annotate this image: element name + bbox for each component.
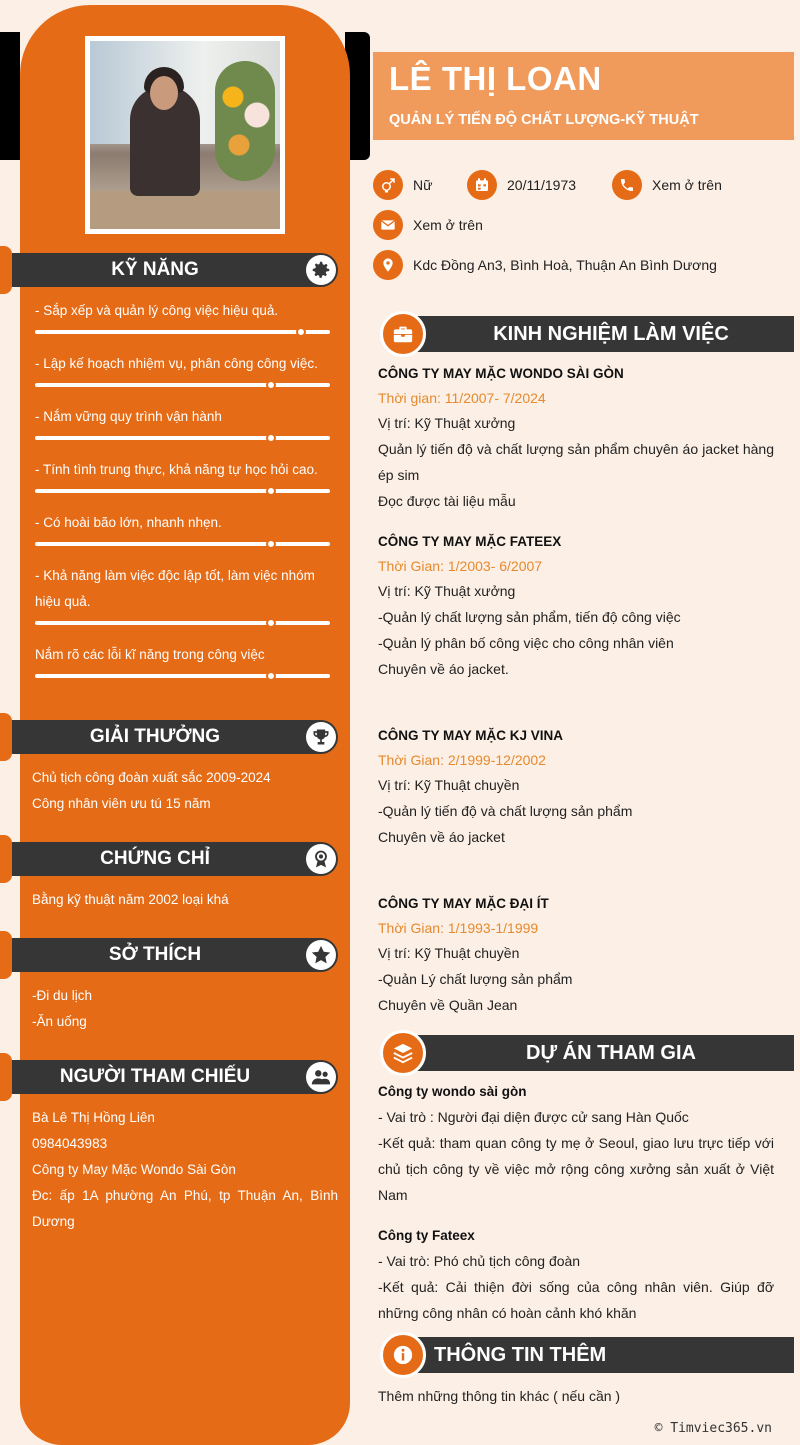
job-company: CÔNG TY MAY MẶC ĐẠI ÍT — [378, 896, 549, 911]
certificate-item: Bằng kỹ thuật năm 2002 loại khá — [32, 892, 229, 907]
gear-icon — [306, 255, 336, 285]
skills-header — [12, 253, 338, 287]
skill-level — [266, 618, 276, 628]
job-detail: Vị trí: Kỹ Thuật xưởng — [378, 415, 516, 431]
hobby-item: -Ăn uống — [32, 1014, 87, 1029]
job-title: QUẢN LÝ TIẾN ĐỘ CHẤT LƯỢNG-KỸ THUẬT — [389, 112, 699, 128]
experience-title: KINH NGHIỆM LÀM VIỆC — [493, 323, 729, 345]
hobby-item: -Đi du lịch — [32, 988, 93, 1003]
phone-value: Xem ở trên — [652, 177, 722, 193]
skill-level — [296, 327, 306, 337]
avatar-photo — [90, 41, 280, 229]
job-time: Thời Gian: 2/1999-12/2002 — [378, 752, 546, 768]
job-detail: -Quản lý phân bố công việc cho công nhân viên — [378, 635, 674, 651]
skill-bar — [35, 542, 330, 546]
address-value: Kdc Đồng An3, Bình Hoà, Thuận An Bình Dương — [413, 257, 717, 273]
briefcase-icon — [380, 311, 426, 357]
certificates-header — [12, 842, 338, 876]
skill-label: - Lập kế hoạch nhiệm vụ, phân công công việc. — [35, 356, 318, 371]
job-detail: Vị trí: Kỹ Thuật chuyền — [378, 945, 520, 961]
job-detail: -Quản lý chất lượng sản phẩm, tiến độ công việc — [378, 609, 681, 625]
skills-title: KỸ NĂNG — [111, 259, 199, 280]
reference-item: Đc: ấp 1A phường An Phú, tp Thuận An, Bình Dương — [32, 1188, 338, 1229]
job-company: CÔNG TY MAY MẶC WONDO SÀI GÒN — [378, 366, 624, 381]
project-name: Công ty wondo sài gòn — [378, 1084, 527, 1099]
phone-icon — [612, 170, 642, 200]
extra-title: THÔNG TIN THÊM — [434, 1344, 607, 1366]
projects-title: DỰ ÁN THAM GIA — [526, 1042, 696, 1064]
hobbies-title: SỞ THÍCH — [108, 944, 202, 965]
gender-icon — [373, 170, 403, 200]
calendar-icon — [467, 170, 497, 200]
awards-header — [12, 720, 338, 754]
certificates-title: CHỨNG CHỈ — [100, 848, 210, 869]
location-icon — [373, 250, 403, 280]
footer-credit: © Timviec365.vn — [654, 1421, 772, 1436]
job-detail: Chuyên về áo jacket. — [378, 661, 509, 677]
skill-label: - Khả năng làm việc độc lập tốt, làm việc nhóm hiệu quả. — [35, 568, 315, 609]
name-header — [373, 52, 794, 140]
reference-item: Bà Lê Thị Hồng Liên — [32, 1110, 155, 1125]
job-detail: Vị trí: Kỹ Thuật chuyền — [378, 777, 520, 793]
skill-bar — [35, 436, 330, 440]
reference-item: 0984043983 — [32, 1136, 108, 1151]
job-detail: Chuyên về Quần Jean — [378, 997, 518, 1013]
candidate-name: LÊ THỊ LOAN — [389, 60, 602, 97]
skill-label: - Có hoài bão lớn, nhanh nhẹn. — [35, 515, 222, 530]
project-detail: - Vai trò: Phó chủ tịch công đoàn — [378, 1253, 581, 1269]
job-detail: Đọc được tài liệu mẫu — [378, 493, 516, 509]
trophy-icon — [306, 722, 336, 752]
avatar — [85, 36, 285, 234]
job-detail: -Quản lý tiến độ và chất lượng sản phẩm — [378, 803, 633, 819]
reference-item: Công ty May Mặc Wondo Sài Gòn — [32, 1162, 236, 1177]
skill-label: - Sắp xếp và quản lý công việc hiệu quả. — [35, 303, 279, 318]
projects-header — [380, 1035, 794, 1071]
skill-label: Nắm rõ các lỗi kĩ năng trong công việc — [35, 647, 265, 662]
skill-bar — [35, 674, 330, 678]
job-company: CÔNG TY MAY MẶC FATEEX — [378, 534, 562, 549]
job-detail: -Quản Lý chất lượng sản phẩm — [378, 971, 573, 987]
job-detail: Chuyên về áo jacket — [378, 829, 505, 845]
email-value: Xem ở trên — [413, 217, 483, 233]
job-detail: Quản lý tiến độ và chất lượng sản phẩm chuyên áo jacket hàng ép sim — [378, 441, 774, 483]
skill-level — [266, 486, 276, 496]
job-detail: Vị trí: Kỹ Thuật xưởng — [378, 583, 516, 599]
project-detail: - Vai trò : Người đại diện được cử sang Hàn Quốc — [378, 1109, 689, 1125]
gender-value: Nữ — [413, 177, 433, 193]
job-company: CÔNG TY MAY MẶC KJ VINA — [378, 728, 564, 743]
star-icon — [306, 940, 336, 970]
references-title: NGƯỜI THAM CHIẾU — [59, 1066, 251, 1087]
awards-title: GIẢI THƯỞNG — [89, 726, 221, 747]
email-icon — [373, 210, 403, 240]
job-time: Thời Gian: 1/1993-1/1999 — [378, 920, 539, 936]
skill-level — [266, 380, 276, 390]
skill-level — [266, 671, 276, 681]
references-header — [12, 1060, 338, 1094]
medal-icon — [306, 844, 336, 874]
info-icon — [380, 1332, 426, 1378]
job-time: Thời Gian: 1/2003- 6/2007 — [378, 558, 543, 574]
skill-bar — [35, 383, 330, 387]
skill-bar — [35, 621, 330, 625]
experience-header — [380, 316, 794, 352]
job-time: Thời gian: 11/2007- 7/2024 — [378, 390, 546, 406]
award-item: Công nhân viên ưu tú 15 năm — [32, 796, 211, 811]
users-icon — [306, 1062, 336, 1092]
skill-bar — [35, 330, 330, 334]
decor-block-left — [0, 32, 20, 160]
birthday-value: 20/11/1973 — [507, 177, 577, 193]
project-detail: -Kết quả: tham quan công ty mẹ ở Seoul, giao lưu trực tiếp với chủ tịch công ty về việc mở rộng công xưởng sản xuất ở Việt Nam — [378, 1135, 774, 1203]
project-name: Công ty Fateex — [378, 1228, 475, 1243]
extra-text: Thêm những thông tin khác ( nếu cần ) — [378, 1388, 621, 1404]
skill-bar — [35, 489, 330, 493]
skill-level — [266, 433, 276, 443]
project-detail: -Kết quả: Cải thiện đời sống của công nhân viên. Giúp đỡ những công nhân có hoàn cảnh khó khăn — [378, 1279, 774, 1321]
skill-level — [266, 539, 276, 549]
hobbies-header — [12, 938, 338, 972]
skill-label: - Nắm vững quy trình vận hành — [35, 409, 222, 424]
skill-label: - Tính tình trung thực, khả năng tự học hỏi cao. — [35, 462, 318, 477]
layers-icon — [380, 1030, 426, 1076]
extra-header — [380, 1337, 794, 1373]
award-item: Chủ tịch công đoàn xuất sắc 2009-2024 — [32, 770, 271, 785]
